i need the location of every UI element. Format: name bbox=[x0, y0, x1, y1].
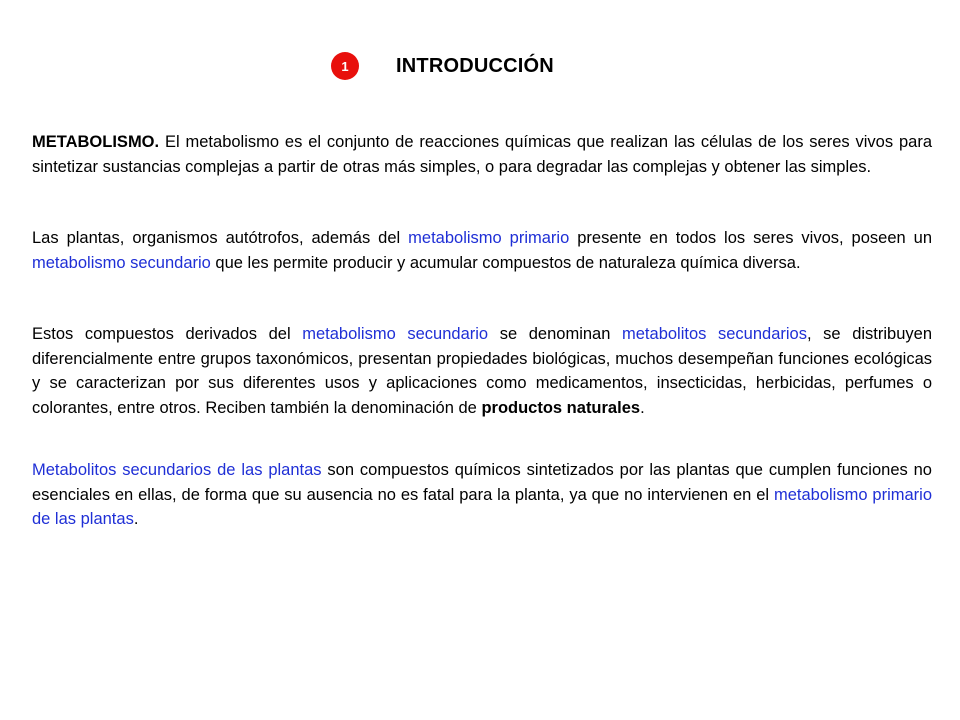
link-metabolismo-secundario[interactable]: metabolismo secundario bbox=[32, 253, 211, 272]
paragraph-metabolitos-plantas bbox=[32, 458, 932, 532]
paragraph-plantas bbox=[32, 226, 932, 275]
paragraph-text: . bbox=[640, 398, 645, 417]
paragraph-metabolismo bbox=[32, 130, 932, 179]
link-metabolitos-secundarios[interactable]: metabolitos secundarios bbox=[622, 325, 807, 343]
paragraph-text: presente en todos los seres vivos, poseen un bbox=[569, 229, 933, 247]
paragraph-text: Las plantas, organismos autótrofos, además del bbox=[32, 229, 409, 247]
link-metabolismo-primario-plantas[interactable]: metabolismo primario de las plantas bbox=[32, 485, 933, 528]
link-metabolismo-primario[interactable]: metabolismo primario bbox=[408, 229, 570, 247]
link-metabolismo-secundario[interactable]: metabolismo secundario bbox=[302, 325, 489, 343]
paragraph-text: Estos compuestos derivados del bbox=[32, 325, 303, 343]
paragraph-text: El metabolismo es el conjunto de reacciones químicas que realizan las células de los seres vivos para sintetizar sustancias complejas a partir de otras más simples, o para degradar las complejas y obtener las simples. bbox=[32, 133, 932, 176]
term-productos-naturales: productos naturales bbox=[481, 398, 641, 417]
paragraph-text: se denominan bbox=[488, 325, 623, 343]
paragraph-text: son compuestos químicos sintetizados por las plantas que cumplen funciones no esenciales en ellas, de forma que su ausencia no es fatal para la planta, ya que no intervienen en el bbox=[32, 461, 932, 504]
paragraph-text: . bbox=[133, 510, 139, 528]
slide-number-badge: 1 bbox=[331, 52, 359, 80]
paragraph-compuestos bbox=[32, 322, 932, 420]
paragraph-text: , se distribuyen diferencialmente entre grupos taxonómicos, presentan propiedades biológicas, muchos desempeñan funciones ecológicas y se caracterizan por sus diferentes usos y aplicaciones como medicamentos, insecticidas, herbicidas, perfumes o colorantes, entre otros. Reciben también la denominación de bbox=[32, 325, 933, 417]
page-title: INTRODUCCIÓN bbox=[396, 55, 554, 77]
term-metabolismo: METABOLISMO. bbox=[32, 133, 160, 151]
paragraph-text: que les permite producir y acumular compuestos de naturaleza química diversa. bbox=[210, 253, 801, 272]
link-metabolitos-secundarios-plantas[interactable]: Metabolitos secundarios de las plantas bbox=[32, 461, 322, 479]
